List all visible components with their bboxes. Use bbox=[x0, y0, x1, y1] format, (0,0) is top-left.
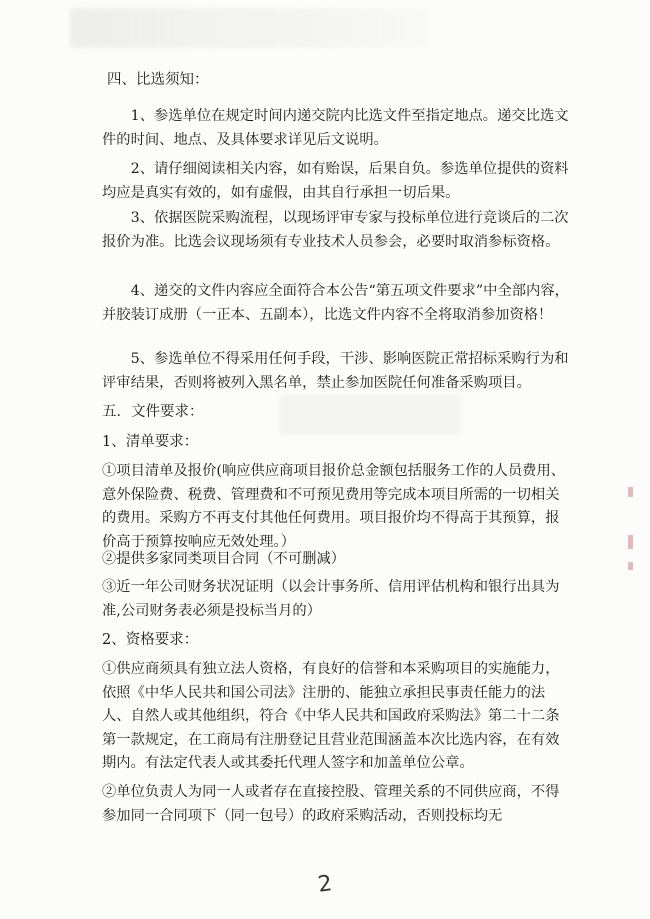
section-4-item-2: 2、请仔细阅读相关内容，如有贻误，后果自负。参选单位提供的资料均应是真实有效的，如有虚假，由其自行承担一切后果。 bbox=[102, 161, 569, 201]
list-requirement-item-2: ②提供多家同类项目合同（不可删减） bbox=[102, 551, 346, 567]
qualification-requirements-title: 2、资格要求： bbox=[102, 632, 199, 648]
list-requirement-item-3: ③近一年公司财务状况证明（以会计事务所、信用评估机构和银行出具为准,公司财务表必须是投标当月的） bbox=[102, 579, 560, 619]
section-4-title: 四、比选须知： bbox=[107, 72, 209, 88]
qualification-item-2: ②单位负责人为同一人或者存在直接控股、管理关系的不同供应商，不得参加同一合同项下（同一包号）的政府采购活动，否则投标均无 bbox=[102, 784, 560, 824]
section-4-item-3: 3、依据医院采购流程，以现场评审专家与投标单位进行竞谈后的二次报价为准。比选会议现场须有专业技术人员参会，必要时取消参标资格。 bbox=[102, 210, 569, 250]
bleed-mark bbox=[628, 562, 633, 570]
bleed-mark bbox=[628, 535, 633, 549]
section-5-title: 五．文件要求： bbox=[102, 404, 204, 420]
list-requirement-item-1: ①项目清单及报价(响应供应商项目报价总金额包括服务工作的人员费用、意外保险费、税费、管理费和不可预见费用等完成本项目所需的一切相关的费用。采购方不再支付其他任何费用。项目报价均不得高于其预算，报价高于预算按响应无效处理。） bbox=[102, 463, 566, 550]
section-4-item-1: 1、参选单位在规定时间内递交院内比选文件至指定地点。递交比选文件的时间、地点、及具体要求详见后文说明。 bbox=[102, 108, 569, 148]
bleed-through-text bbox=[280, 395, 460, 435]
section-4-item-4: 4、递交的文件内容应全面符合本公告“第五项文件要求”中全部内容，并胶装订成册（一正本、五副本），比选文件内容不全将取消参加资格！ bbox=[102, 283, 569, 323]
bleed-through-text bbox=[70, 8, 430, 48]
page-number: 2 bbox=[316, 871, 334, 898]
qualification-item-1: ①供应商须具有独立法人资格，有良好的信誉和本采购项目的实施能力，依照《中华人民共和国公司法》注册的、能独立承担民事责任能力的法人、自然人或其他组织，符合《中华人民共和国政府采购法》第二十二条第一款规定，在工商局有注册登记且营业范围涵盖本次比选内容，在有效期内。有法定代表人或其委托代理人签字和加盖单位公章。 bbox=[102, 661, 560, 771]
bleed-mark bbox=[628, 487, 633, 497]
list-requirements-title: 1、清单要求： bbox=[102, 434, 199, 450]
section-4-item-5: 5、参选单位不得采用任何手段，干涉、影响医院正常招标采购行为和评审结果，否则将被列入黑名单，禁止参加医院任何准备采购项目。 bbox=[102, 351, 569, 391]
